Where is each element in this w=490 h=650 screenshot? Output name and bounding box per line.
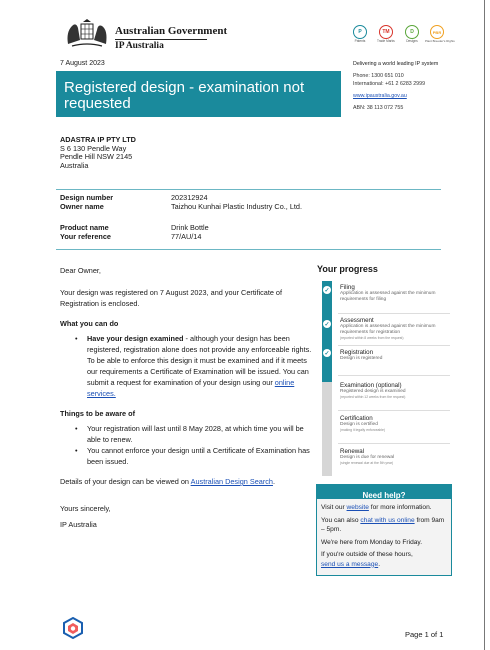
letter-date: 7 August 2023 — [60, 60, 105, 67]
address-line: Australia — [60, 160, 89, 170]
help-website-link[interactable]: website — [346, 504, 369, 511]
contact-abn: ABN: 38 113 072 755 — [353, 105, 404, 111]
list-item: • Have your design examined - although your design has been registered, registration alone does not provide any enforceable rights. To be able to enforce this design it must be examined and if it meets our requirements a Certificate of Examination will be issued. You can submit a request for examination of your design using our online services. — [60, 333, 312, 399]
help-visit: Visit our website for more information. — [321, 504, 432, 511]
pbr-icon: PBR — [430, 25, 444, 39]
contact-phone: Phone: 1300 651 010 — [353, 73, 404, 79]
closing: Yours sincerely, — [60, 504, 111, 513]
contact-international: International: +61 2 6283 2999 — [353, 81, 426, 87]
progress-tracker — [317, 281, 452, 481]
address-line: Pendle Hill NSW 2145 — [60, 152, 133, 161]
detail-label: Design number — [60, 193, 114, 202]
help-outside: If you're outside of these hours, — [321, 551, 413, 558]
check-icon: ✓ — [324, 287, 330, 294]
page-edge — [484, 0, 485, 650]
address-line: S 6 130 Pendle Way — [60, 143, 127, 153]
coat-of-arms-logo — [64, 18, 110, 50]
progress-divider — [338, 375, 450, 376]
website-link[interactable]: www.ipaustralia.gov.au — [353, 93, 407, 99]
progress-step: Filing Application is assessed against the minimum requirements for filing — [340, 284, 436, 302]
list-item: • You cannot enforce your design until a Certificate of Examination has been issued. — [60, 445, 312, 467]
letter-body — [60, 265, 312, 530]
help-heading: Need help? — [362, 491, 406, 500]
designs-icon: D — [405, 25, 419, 39]
patents-icon: P — [353, 25, 367, 39]
section-heading: What you can do — [60, 319, 119, 328]
progress-step: Certification Design is certified (making it legally enforceable) — [340, 415, 386, 432]
footer-seal-icon — [60, 617, 86, 641]
help-content — [317, 499, 451, 569]
progress-heading: Your progress — [317, 264, 378, 274]
detail-value: 77/AU/14 — [171, 232, 202, 241]
aware-list — [60, 423, 312, 467]
check-icon: ✓ — [324, 350, 330, 357]
progress-rail-done — [322, 281, 332, 382]
detail-value: Taizhou Kunhai Plastic Industry Co., Ltd. — [171, 202, 303, 211]
page-number: Page 1 of 1 — [405, 630, 444, 639]
design-search-link[interactable]: Australian Design Search — [190, 477, 273, 486]
trade-marks-icon: TM — [379, 25, 393, 39]
help-heading-bar — [317, 485, 451, 499]
details-divider-bottom — [56, 249, 441, 250]
progress-step: Assessment Application is assessed against the minimum requirements for registration (reported within 8 weeks from the request) — [340, 317, 436, 340]
design-search-paragraph: Details of your design can be viewed on Australian Design Search. — [60, 477, 275, 486]
progress-rail-pending — [322, 382, 332, 476]
ip-rights-icons: P Patents TM Trade Marks D Designs PBR Plant Breeder's Rights — [353, 25, 453, 51]
detail-label: Owner name — [60, 202, 104, 211]
help-hours: We're here from Monday to Friday. — [321, 538, 423, 546]
progress-step: Examination (optional) Registered design is examined (reported within 12 weeks from the request) — [340, 382, 406, 399]
detail-value: Drink Bottle — [171, 223, 209, 232]
recipient-address — [60, 136, 136, 170]
send-message-link[interactable]: send us a message — [321, 560, 379, 568]
details-divider-top — [56, 189, 441, 190]
check-icon: ✓ — [324, 321, 330, 328]
help-chat: You can also chat with us online from 9am – 5pm. — [321, 516, 445, 533]
tagline: Delivering a world leading IP system — [353, 61, 439, 67]
gov-name: Australian Government — [115, 25, 228, 37]
detail-value: 202312924 — [171, 193, 208, 202]
list-item: • Your registration will last until 8 May 2028, at which time you will be able to renew. — [60, 423, 312, 445]
agency-name: IP Australia — [115, 41, 164, 51]
title-banner — [56, 71, 341, 117]
what-list — [60, 333, 312, 399]
online-services-link[interactable]: online services. — [87, 378, 295, 398]
progress-step: Renewal Design is due for renewal (single renewal due at the 5th year) — [340, 448, 395, 465]
intro-paragraph: Your design was registered on 7 August 2023, and your Certificate of Registration is enclosed. — [60, 288, 283, 308]
progress-step: Registration Design is registered — [340, 349, 383, 361]
progress-divider — [338, 345, 450, 346]
logo-divider — [115, 39, 207, 40]
help-box — [316, 484, 452, 576]
progress-divider — [338, 313, 450, 314]
section-heading: Things to be aware of — [60, 409, 136, 418]
help-message: send us a message. — [321, 560, 381, 568]
detail-label: Product name — [60, 223, 109, 232]
progress-divider — [338, 443, 450, 444]
signature: IP Australia — [60, 520, 97, 529]
recipient-name: ADASTRA IP PTY LTD — [60, 135, 136, 144]
progress-divider — [338, 410, 450, 411]
detail-label: Your reference — [60, 232, 111, 241]
chat-link[interactable]: chat with us online — [360, 516, 415, 524]
greeting: Dear Owner, — [60, 266, 101, 275]
page-title: Registered design - examination not requested — [64, 79, 305, 112]
